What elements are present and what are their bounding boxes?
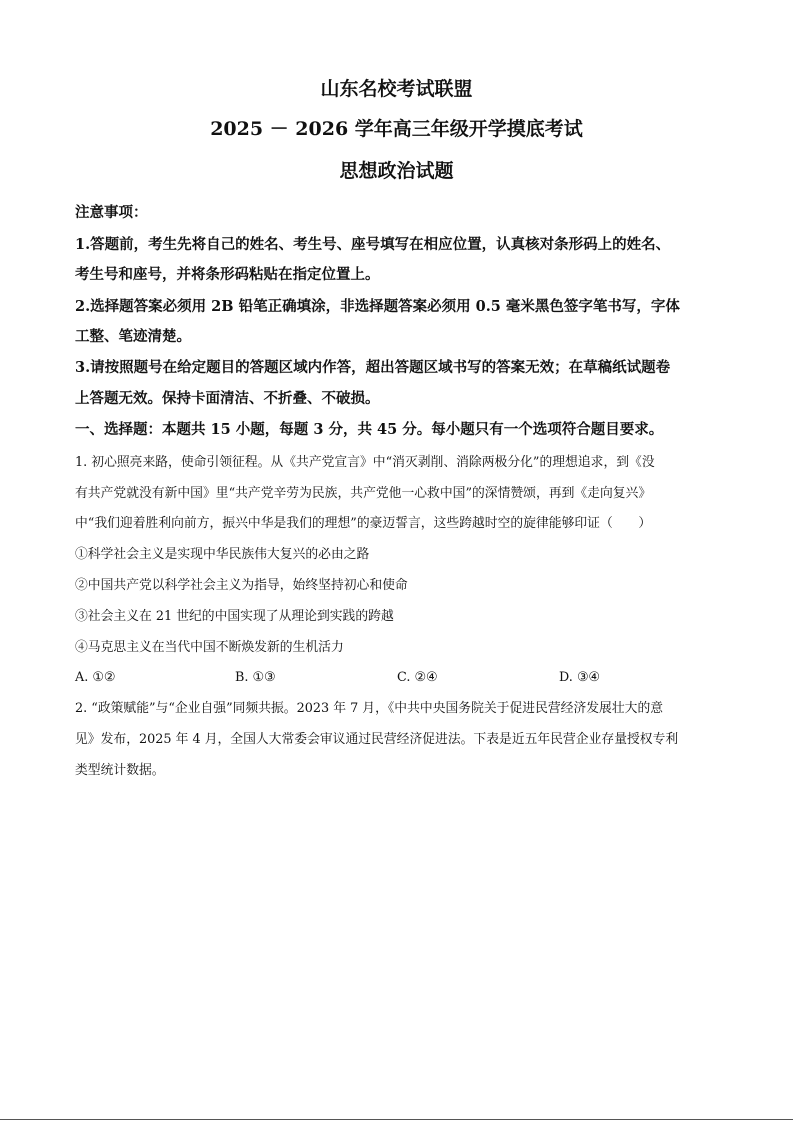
question-2-line-2: 见》发布，2025 年 4 月，全国人大常委会审议通过民营经济促进法。下表是近五年民营企业存量授权专利 xyxy=(75,732,679,747)
question-1-line-3: 中“我们迎着胜利向前方，振兴中华是我们的理想”的豪迈誓言，这些跨越时空的旋律能够印证（ ） xyxy=(75,516,652,531)
question-1-statement-3: ③社会主义在 21 世纪的中国实现了从理论到实践的跨越 xyxy=(75,609,394,624)
question-1-option-d: D. ③④ xyxy=(559,670,600,685)
notice-item-1-line-2: 考生号和座号，并将条形码粘贴在指定位置上。 xyxy=(75,266,380,283)
question-1-statement-2: ②中国共产党以科学社会主义为指导，始终坚持初心和使命 xyxy=(75,578,408,593)
question-1-option-b: B. ①③ xyxy=(235,670,276,685)
question-2-line-3: 类型统计数据。 xyxy=(75,763,165,778)
page-bottom-rule xyxy=(0,1119,793,1120)
question-1-line-2: 有共产党就没有新中国》里“共产党辛劳为民族，共产党他一心救中国”的深情赞颂，再到《走向复兴》 xyxy=(75,486,652,501)
subject-title: 思想政治试题 xyxy=(339,160,454,182)
notice-item-3-line-2: 上答题无效。保持卡面清洁、不折叠、不破损。 xyxy=(75,390,380,407)
question-2-line-1: 2. “政策赋能”与“企业自强”同频共振。2023 年 7 月，《中共中央国务院关于促进民营经济发展壮大的意 xyxy=(75,701,664,716)
question-1-option-c: C. ②④ xyxy=(397,670,438,685)
notice-heading: 注意事项： xyxy=(75,204,148,221)
question-1-statement-4: ④马克思主义在当代中国不断焕发新的生机活力 xyxy=(75,640,344,655)
question-1-line-1: 1. 初心照亮来路，使命引领征程。从《共产党宣言》中“消灭剥削、消除两极分化”的理想追求，到《没 xyxy=(75,455,655,470)
notice-item-2-line-2: 工整、笔迹清楚。 xyxy=(75,328,191,345)
exam-name-title: 2025 － 2026 学年高三年级开学摸底考试 xyxy=(210,118,583,140)
question-1-statement-1: ①科学社会主义是实现中华民族伟大复兴的必由之路 xyxy=(75,547,370,562)
notice-item-1-line-1: 1.答题前，考生先将自己的姓名、考生号、座号填写在相应位置，认真核对条形码上的姓名、 xyxy=(75,236,671,253)
question-1-option-a: A. ①② xyxy=(75,670,116,685)
exam-organizer-title: 山东名校考试联盟 xyxy=(320,78,473,100)
section-1-heading: 一、选择题：本题共 15 小题，每题 3 分，共 45 分。每小题只有一个选项符合题目要求。 xyxy=(75,421,664,438)
notice-item-2-line-1: 2.选择题答案必须用 2B 铅笔正确填涂，非选择题答案必须用 0.5 毫米黑色签字笔书写，字体 xyxy=(75,298,680,315)
notice-item-3-line-1: 3.请按照题号在给定题目的答题区域内作答，超出答题区域书写的答案无效；在草稿纸试题卷 xyxy=(75,359,671,376)
